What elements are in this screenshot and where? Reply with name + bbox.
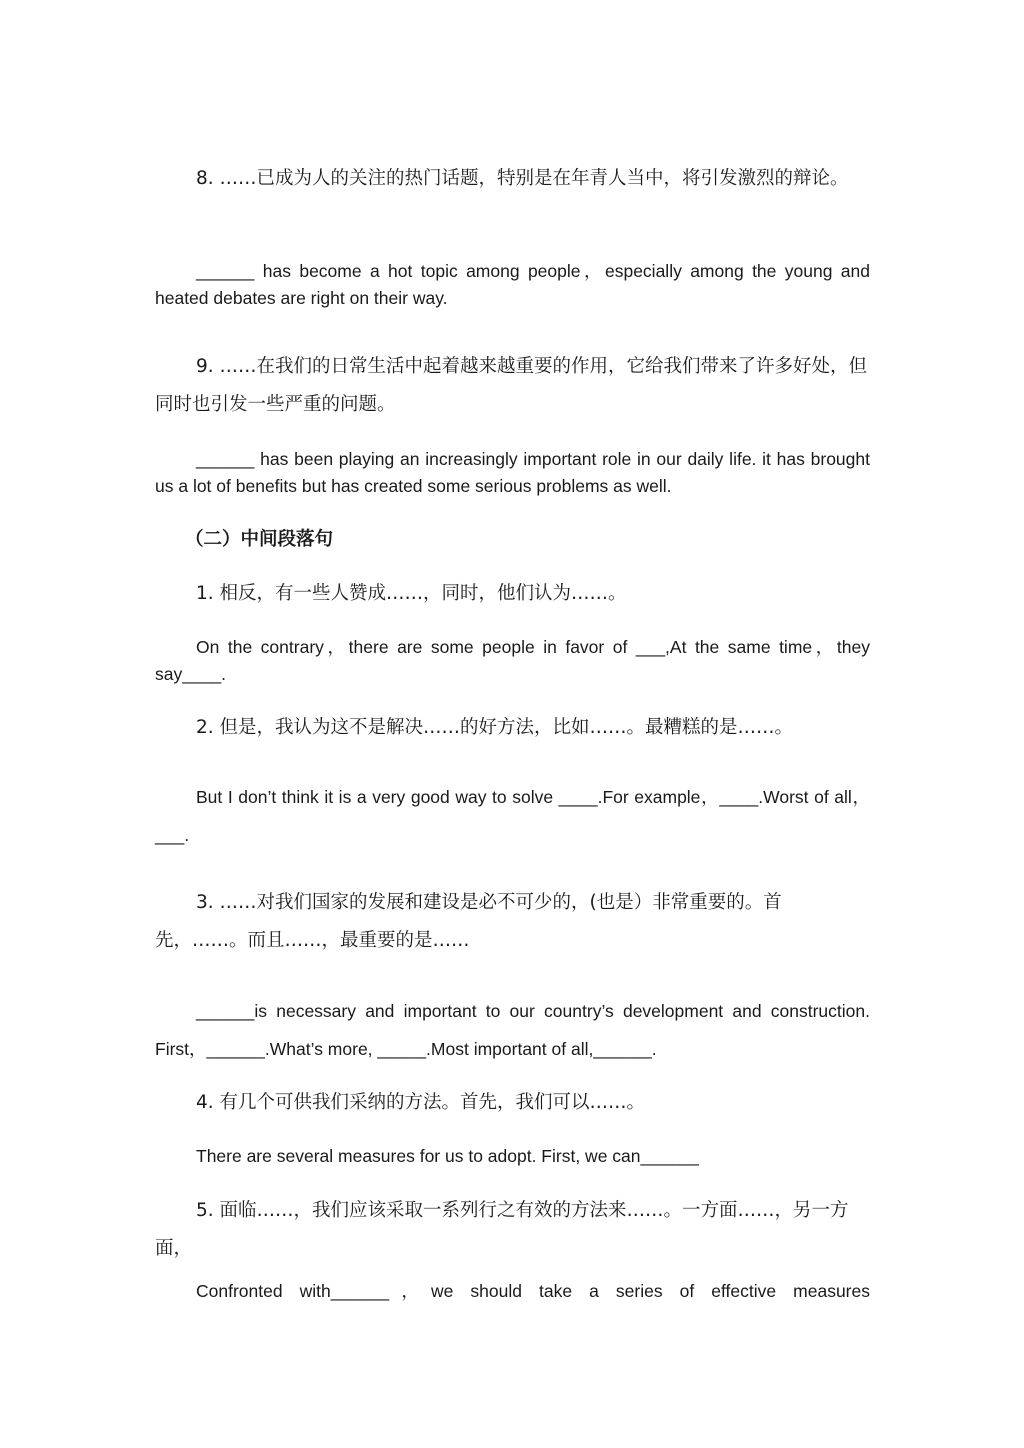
paragraph-9-english: ______ has been playing an increasingly important role in our daily life. it has brought us a lot of benefits but has created some serious problems as well. bbox=[155, 449, 870, 496]
middle-2-english: But I don’t think it is a very good way to solve ____.For example，____.Worst of all，___. bbox=[155, 787, 870, 845]
middle-1-english: On the contrary，there are some people in favor of ___,At the same time，they say____. bbox=[155, 637, 870, 684]
middle-5-chinese: 5. 面临……，我们应该采取一系列行之有效的方法来……。一方面……，另一方面， bbox=[155, 1200, 849, 1259]
section-heading: （二）中间段落句 bbox=[185, 529, 334, 550]
middle-4-english: There are several measures for us to adopt. First, we can______ bbox=[196, 1146, 699, 1166]
middle-2-chinese: 2. 但是，我认为这不是解决……的好方法，比如……。最糟糕的是……。 bbox=[196, 717, 794, 738]
middle-3-chinese: 3. ……对我们国家的发展和建设是必不可少的，(也是）非常重要的。首先，……。而且……，最重要的是…… bbox=[155, 892, 782, 951]
paragraph-8-chinese: 8. ……已成为人的关注的热门话题，特别是在年青人当中，将引发激烈的辩论。 bbox=[196, 168, 849, 189]
middle-1-chinese: 1. 相反，有一些人赞成……，同时，他们认为……。 bbox=[196, 583, 627, 604]
paragraph-9-chinese: 9. ……在我们的日常生活中起着越来越重要的作用，它给我们带来了许多好处，但同时也引发一些严重的问题。 bbox=[155, 356, 868, 415]
middle-4-chinese: 4. 有几个可供我们采纳的方法。首先，我们可以……。 bbox=[196, 1092, 646, 1113]
middle-5-english: Confronted with______，we should take a series of effective measures bbox=[196, 1281, 870, 1301]
paragraph-8-english: ______ has become a hot topic among people，especially among the young and heated debates are right on their way. bbox=[155, 261, 870, 308]
middle-3-english: ______is necessary and important to our country’s development and construction. First，______.What’s more, _____.Most important of all,______. bbox=[155, 1001, 870, 1059]
